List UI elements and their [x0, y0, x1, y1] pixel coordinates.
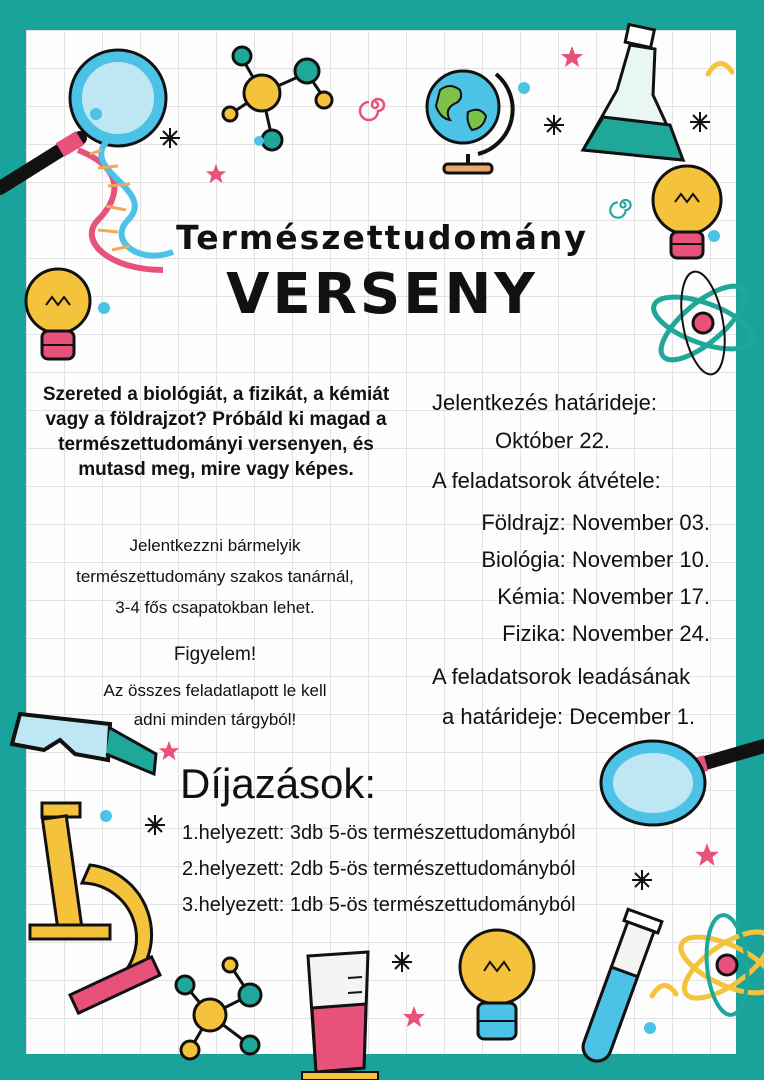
attention-line: Az összes feladatlapott le kell — [103, 681, 327, 700]
apply-info — [40, 530, 390, 623]
sparkle-icon — [160, 128, 180, 148]
sparkle-icon — [690, 112, 710, 132]
swoosh-icon — [650, 980, 678, 1000]
magnifier-icon — [598, 728, 764, 828]
apply-line: természettudomány szakos tanárnál, — [76, 567, 354, 586]
title-line-2: VERSENY — [226, 262, 538, 327]
submit-line-1: A feladatsorok leadásának — [432, 664, 691, 689]
pickup-item: Földrajz: November 03. — [481, 510, 710, 535]
star-icon — [694, 842, 720, 868]
apply-line: 3-4 fős csapatokban lehet. — [115, 598, 315, 617]
pickup-label: A feladatsorok átvétele: — [432, 468, 661, 493]
title-line-1: Természettudomány — [176, 218, 588, 257]
globe-icon — [418, 62, 518, 177]
dot-icon — [254, 136, 264, 146]
prize-item: 1.helyezett: 3db 5-ös természettudományból — [182, 822, 576, 844]
apply-line: Jelentkezzni bármelyik — [129, 536, 301, 555]
flask-icon — [575, 25, 690, 175]
spiral-icon — [362, 92, 388, 118]
intro-text: Szereted a biológiát, a fizikát, a kémiát vagy a földrajzot? Próbáld ki magad a természettudományi versenyen, és mutasd meg, mire vagy képes. — [42, 384, 390, 480]
dna-icon — [68, 140, 178, 280]
submit-line-2: a határideje: December 1. — [442, 704, 696, 729]
attention-line: adni minden tárgyból! — [133, 710, 297, 729]
pickup-item: Fizika: November 24. — [502, 621, 710, 646]
star-icon — [205, 163, 227, 185]
dot-icon — [518, 82, 530, 94]
molecule-icon — [212, 38, 342, 158]
star-icon — [402, 1005, 426, 1029]
sparkle-icon — [145, 815, 165, 835]
attention-heading: Figyelem! — [173, 644, 257, 665]
dot-icon — [100, 810, 112, 822]
sparkle-icon — [392, 952, 412, 972]
swoosh-icon — [706, 58, 734, 78]
sparkle-icon — [632, 870, 652, 890]
pickup-item: Biológia: November 10. — [481, 547, 710, 572]
prize-item: 2.helyezett: 2db 5-ös természettudományból — [182, 858, 576, 880]
molecule-icon — [160, 955, 280, 1065]
prizes-heading: Díjazások: — [180, 760, 377, 807]
flask-icon — [290, 948, 390, 1080]
star-icon — [158, 740, 180, 762]
attention-text — [40, 676, 390, 734]
sparkle-icon — [544, 115, 564, 135]
atom-icon — [672, 910, 764, 1020]
deadline-label: Jelentkezés határideje: — [432, 390, 658, 415]
lightbulb-icon — [450, 925, 545, 1055]
dot-icon — [644, 1022, 656, 1034]
spiral-icon — [612, 194, 634, 216]
star-icon — [560, 45, 584, 69]
deadline-date: Október 22. — [495, 428, 610, 453]
prize-item: 3.helyezett: 1db 5-ös természettudományból — [182, 894, 576, 916]
dot-icon — [90, 108, 102, 120]
pickup-item: Kémia: November 17. — [497, 584, 710, 609]
